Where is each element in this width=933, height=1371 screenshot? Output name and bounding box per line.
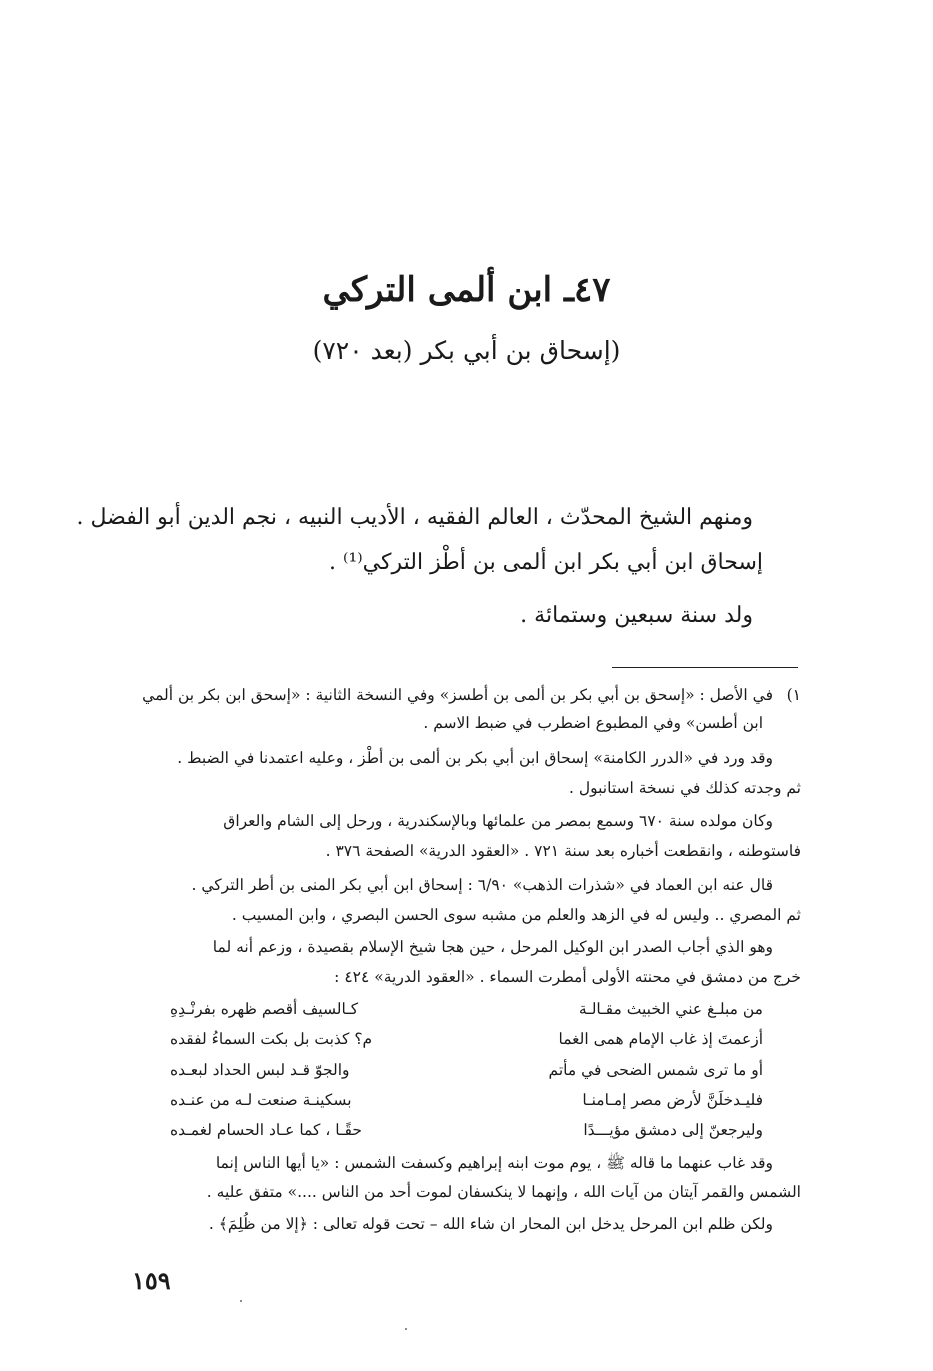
page-number: ١٥٩	[132, 1266, 171, 1295]
verse-second-hemistich: بسكينـة صنعت لـه من عنـده	[170, 1091, 352, 1109]
footnote-line: وقد ورد في «الدرر الكامنة» إسحاق ابن أبي بكر بن ألمى بن أطْز ، وعليه اعتمدنا في الضبط .	[177, 749, 773, 767]
footnote-line: وكان مولده سنة ٦٧٠ وسمع بمصر من علمائها وبالإسكندرية ، ورحل إلى الشام والعراق	[223, 812, 773, 830]
verse-second-hemistich: حقًـا ، كما عـاد الحسام لغمـده	[170, 1121, 362, 1139]
footnote-line: في الأصل : «إسحق بن أبي بكر بن ألمى بن أطسز» وفي النسخة الثانية : «إسحق ابن بكر بن ألمي	[142, 686, 773, 704]
footnote-line: ثم المصري .. وليس له في الزهد والعلم من مشبه سوى الحسن البصري ، وابن المسيب .	[231, 906, 801, 924]
footnote-line: ولكن ظلم ابن المرحل يدخل ابن المحار ان شاء الله – تحت قوله تعالى : ﴿إلا من ظُلِمَ﴾ .	[208, 1215, 773, 1233]
footnote-line: وقد غاب عنهما ما قاله ﷺ ، يوم موت ابنه إبراهيم وكسفت الشمس : «يا أيها الناس إنما	[215, 1154, 773, 1172]
footnote-line: ثم وجدته كذلك في نسخة استانبول .	[569, 779, 801, 797]
footnote-line: فاستوطنه ، وانقطعت أخباره بعد سنة ٧٢١ . «العقود الدرية» الصفحة ٣٧٦ .	[325, 842, 801, 860]
verse-first-hemistich: أو ما ترى شمس الضحى في مأتم	[548, 1061, 763, 1079]
footnote-line: خرج من دمشق في محنته الأولى أمطرت السماء . «العقود الدرية» ٤٢٤ :	[334, 968, 801, 986]
chapter-subtitle: (إسحاق بن أبي بكر (بعد ٧٢٠)	[312, 336, 621, 365]
verse-second-hemistich: والجوّ قـد لبس الحداد لبعـده	[170, 1061, 350, 1079]
scan-speck	[405, 1328, 407, 1330]
verse-first-hemistich: وليرجعنّ إلى دمشق مؤيـــدًا	[583, 1121, 763, 1139]
footnote-separator	[612, 667, 798, 668]
verse-first-hemistich: من مبلـغ عني الخبيث مقـالـة	[578, 1000, 763, 1018]
verse-second-hemistich: م؟ كذبت بل بكت السماءُ لفقده	[170, 1030, 373, 1048]
footnote-marker: ١)	[786, 686, 801, 704]
verse-first-hemistich: فليـدخلَنَّ لأرض مصر إمـامنـا	[582, 1091, 763, 1109]
verse-second-hemistich: كـالسيف أقصم ظهره بفرنْـدِهِ	[170, 1000, 359, 1018]
body-line-2: إسحاق ابن أبي بكر ابن ألمى بن أطْز التركي⁽¹⁾ .	[329, 550, 763, 575]
body-line-1: ومنهم الشيخ المحدّث ، العالم الفقيه ، الأديب النبيه ، نجم الدين أبو الفضل .	[76, 505, 753, 530]
footnote-line: قال عنه ابن العماد في «شذرات الذهب» ٦/٩٠ : إسحاق ابن أبي بكر المنى بن أطر التركي .	[191, 876, 773, 894]
chapter-title: ٤٧ـ ابن ألمى التركي	[322, 270, 611, 310]
scan-speck	[240, 1300, 242, 1302]
footnote-line: ابن أطسن» وفي المطبوع اضطرب في ضبط الاسم .	[423, 714, 763, 732]
verse-first-hemistich: أزعمتَ إذ غاب الإمام همى الغما	[558, 1030, 763, 1048]
body-line-3: ولد سنة سبعين وستمائة .	[520, 603, 753, 628]
footnote-line: الشمس والقمر آيتان من آيات الله ، وإنهما لا ينكسفان لموت أحد من الناس ....» متفق عليه .	[206, 1183, 801, 1201]
footnote-line: وهو الذي أجاب الصدر ابن الوكيل المرحل ، حين هجا شيخ الإسلام بقصيدة ، وزعم أنه لما	[212, 938, 773, 956]
